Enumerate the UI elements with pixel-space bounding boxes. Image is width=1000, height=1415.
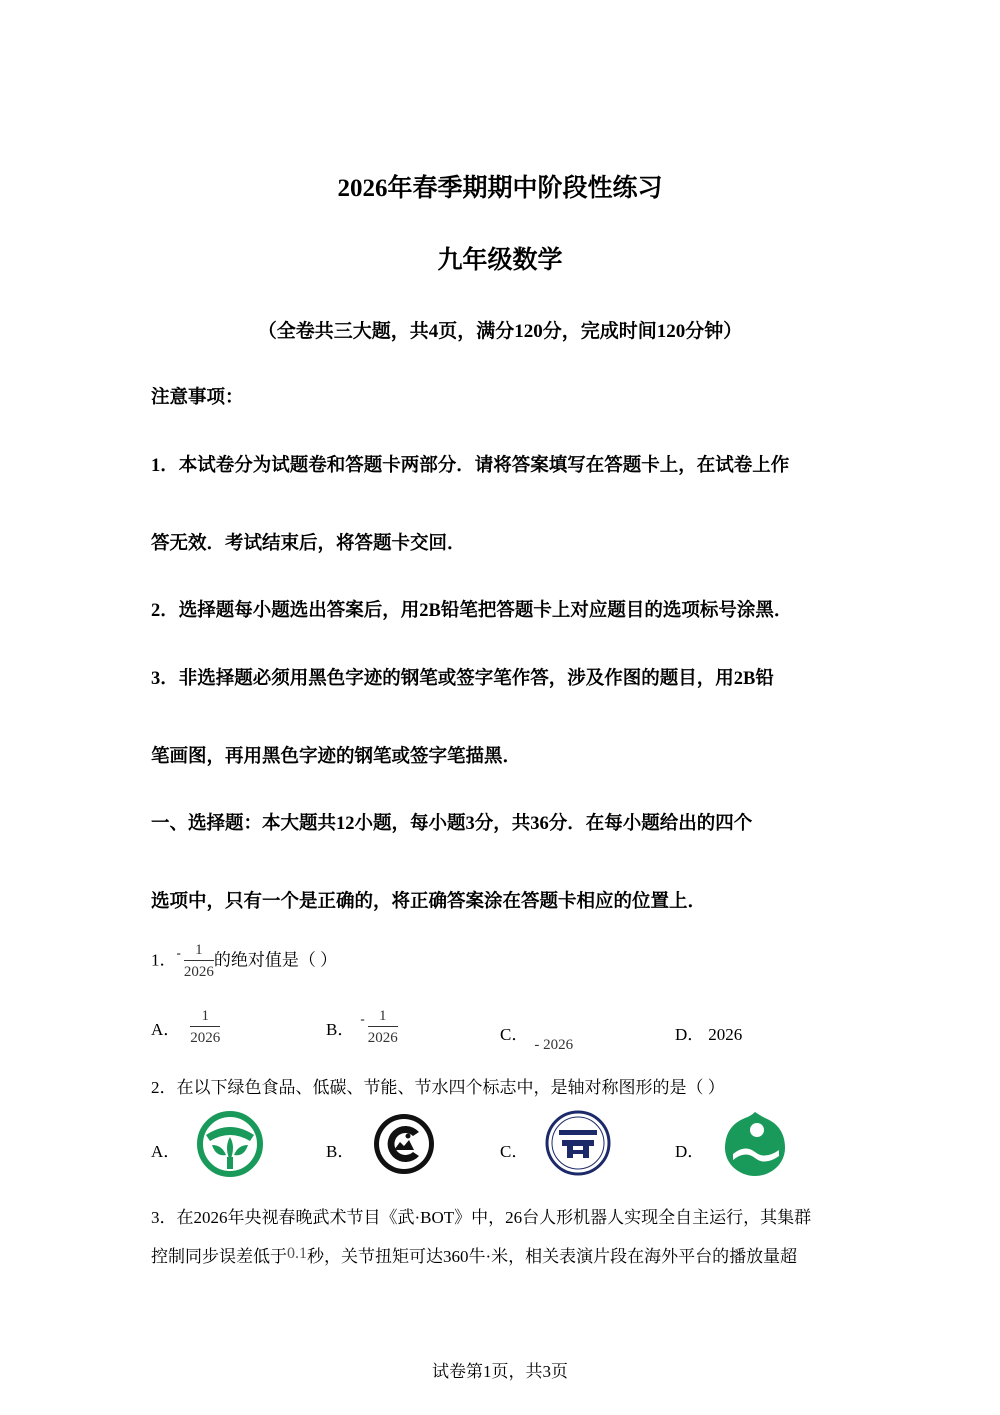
- question-1-option-d: [675, 1020, 742, 1045]
- question-1-neg-sign: -: [176, 945, 181, 961]
- question-1-number: 1．: [151, 950, 177, 970]
- notice-item-1-line-2: 答无效．考试结束后，将答题卡交回．: [151, 534, 466, 554]
- water-saving-logo-icon: [721, 1110, 789, 1183]
- question-2-option-a-label: A．: [151, 1142, 181, 1161]
- question-1-stem: 的绝对值是（ ）: [213, 950, 338, 970]
- question-1: [151, 940, 337, 983]
- question-1-option-a: [151, 1006, 220, 1049]
- exam-info: （全卷共三大题，共4页，满分120分，完成时间120分钟）: [257, 321, 743, 342]
- question-3-line-1: 3．在2026年央视春晚武术节目《武·BOT》中，26台人形机器人实现全自主运行，其集群: [151, 1208, 812, 1227]
- option-a-label: A．: [151, 1020, 181, 1039]
- option-d-value: 2026: [708, 1025, 743, 1044]
- question-1-option-b: [326, 1006, 398, 1049]
- green-food-logo-icon: [196, 1111, 264, 1182]
- question-3-text-a: 控制同步误差低于: [151, 1247, 287, 1266]
- question-2-option-c-label: C．: [500, 1142, 529, 1161]
- fraction-numerator: 1: [368, 1006, 398, 1027]
- page-subtitle: 九年级数学: [437, 247, 563, 274]
- low-carbon-logo-icon: [372, 1112, 436, 1181]
- page-footer: 试卷第1页，共3页: [432, 1362, 568, 1381]
- option-b-label: B．: [326, 1020, 355, 1039]
- section-1-line-2: 选项中，只有一个是正确的，将正确答案涂在答题卡相应的位置上．: [151, 892, 707, 912]
- section-1-line-1: 一、选择题：本大题共12小题，每小题3分，共36分．在每小题给出的四个: [151, 814, 753, 834]
- fraction-denominator: 2026: [190, 1030, 221, 1046]
- fraction-numerator: 1: [190, 1006, 220, 1027]
- notice-item-3-line-2: 笔画图，再用黑色字迹的钢笔或签字笔描黑．: [151, 747, 522, 767]
- question-2-option-b-label: B．: [326, 1142, 355, 1161]
- question-3-text-b: 秒，关节扭矩可达360牛·米，相关表演片段在海外平台的播放量超: [307, 1247, 798, 1266]
- option-c-value: - 2026: [534, 1037, 574, 1053]
- fraction-numerator: 1: [184, 940, 214, 961]
- question-1-fraction: [184, 940, 214, 983]
- notice-heading: 注意事项：: [151, 388, 244, 408]
- page-title: 2026年春季期期中阶段性练习: [337, 175, 663, 202]
- question-3-line-2: [151, 1242, 797, 1267]
- notice-item-1-line-1: 1．本试卷分为试题卷和答题卡两部分．请将答案填写在答题卡上，在试卷上作: [151, 456, 790, 476]
- question-1-option-c: [500, 1020, 574, 1053]
- notice-item-2: 2．选择题每小题选出答案后，用2B铅笔把答题卡上对应题目的选项标号涂黑．: [151, 601, 793, 621]
- energy-saving-logo-icon: [545, 1110, 611, 1181]
- fraction-denominator: 2026: [367, 1030, 398, 1046]
- option-a-fraction: [190, 1006, 220, 1049]
- question-2-stem: 2．在以下绿色食品、低碳、节能、节水四个标志中，是轴对称图形的是（ ）: [151, 1078, 725, 1097]
- option-c-label: C．: [500, 1025, 529, 1044]
- fraction-denominator: 2026: [183, 964, 214, 980]
- notice-item-3-line-1: 3．非选择题必须用黑色字迹的钢笔或签字笔作答，涉及作图的题目，用2B铅: [151, 669, 774, 689]
- question-3-value: 0.1: [287, 1245, 307, 1262]
- option-b-neg-sign: -: [360, 1011, 365, 1027]
- question-2-option-d-label: D．: [675, 1142, 705, 1161]
- option-b-fraction: [368, 1006, 398, 1049]
- option-d-label: D．: [675, 1025, 705, 1044]
